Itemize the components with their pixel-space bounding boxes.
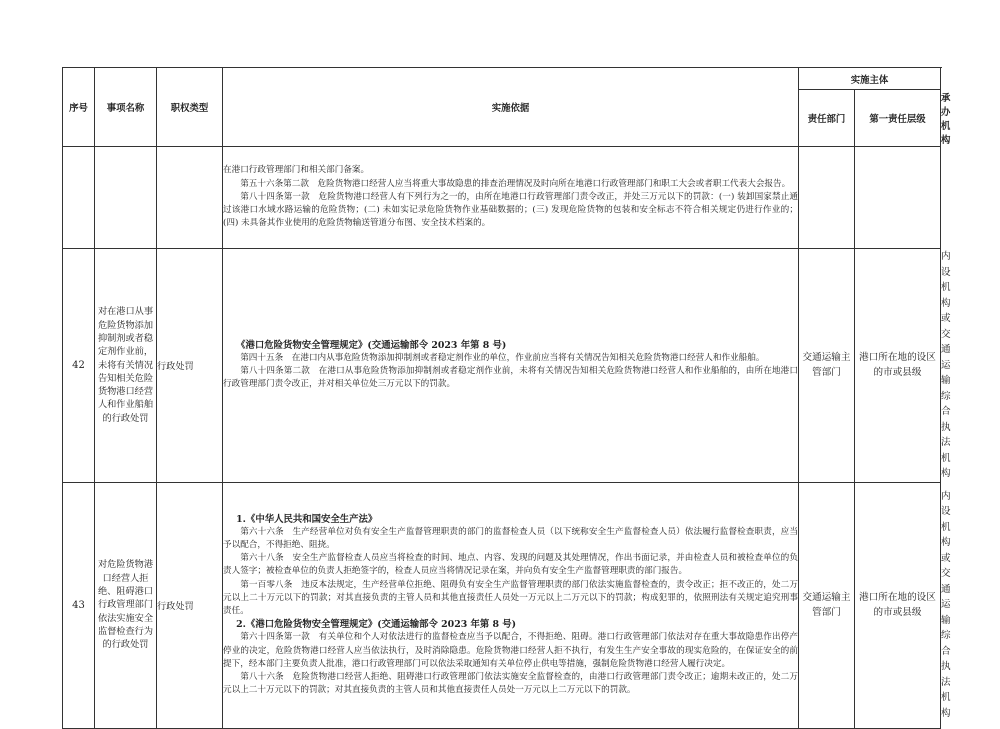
authority-type: 行政处罚 bbox=[157, 482, 223, 728]
header-basis: 实施依据 bbox=[223, 68, 799, 147]
basis-cell bbox=[223, 249, 799, 483]
table-row bbox=[63, 482, 941, 728]
basis-paragraph: 第八十四条第一款 危险货物港口经营人有下列行为之一的，由所在地港口行政管理部门责令改正，并处三万元以下的罚款：(一) 装卸国家禁止通过该港口水域水路运输的危险货物；(二) 未如实记录危险货物作业基础数据的；(三) 发现危险货物的包装和安全标志不符合相关规定仍进行作业的；(四) 未具备其作业使用的危险货物输送管道分布图、安全技术档案的。 bbox=[223, 191, 798, 231]
responsible-dept: 交通运输主管部门 bbox=[799, 249, 855, 483]
first-level: 港口所在地的设区的市或县级 bbox=[855, 249, 941, 483]
first-level: 港口所在地的设区的市或县级 bbox=[855, 482, 941, 728]
row-number: 43 bbox=[63, 482, 95, 728]
basis-paragraph: 第八十六条 危险货物港口经营人拒绝、阻碍港口行政管理部门依法实施安全监督检查的，由港口行政管理部门责令改正；逾期未改正的，处二万元以上二十万元以下的罚款；对其直接负责的主管人员和其他直接责任人员处一万元以上二万元以下的罚款。 bbox=[223, 671, 798, 697]
authority-table bbox=[62, 67, 941, 729]
cell-name bbox=[95, 147, 157, 249]
basis-paragraph: 第四十五条 在港口内从事危险货物添加抑制剂或者稳定剂作业的单位，作业前应当将有关情况告知相关危险货物港口经营人和作业船舶。 bbox=[223, 352, 798, 365]
cell-type bbox=[157, 147, 223, 249]
row-number: 42 bbox=[63, 249, 95, 483]
item-name: 对危险货物港口经营人拒绝、阻碍港口行政管理部门依法实施安全监督检查行为的行政处罚 bbox=[95, 482, 157, 728]
basis-cell bbox=[223, 147, 799, 249]
item-name: 对在港口从事危险货物添加抑制剂或者稳定剂作业前，未将有关情况告知相关危险货物港口经营人和作业船舶的行政处罚 bbox=[95, 249, 157, 483]
header-dept: 责任部门 bbox=[799, 90, 855, 147]
basis-paragraph: 第六十八条 安全生产监督检查人员应当将检查的时间、地点、内容、发现的问题及其处理情况，作出书面记录，并由检查人员和被检查单位的负责人签字；被检查单位的负责人拒绝签字的，检查人员应当将情况记录在案，并向负有安全生产监督管理职责的部门报告。 bbox=[223, 552, 798, 578]
law-title: 《港口危险货物安全管理规定》(交通运输部令 2023 年第 8 号) bbox=[223, 339, 798, 352]
header-type: 职权类型 bbox=[157, 68, 223, 147]
header-name: 事项名称 bbox=[95, 68, 157, 147]
header-no: 序号 bbox=[63, 68, 95, 147]
header-level: 第一责任层级 bbox=[855, 90, 941, 147]
cell-dept bbox=[799, 147, 855, 249]
basis-paragraph: 第一百零八条 违反本法规定，生产经营单位拒绝、阻碍负有安全生产监督管理职责的部门依法实施监督检查的，责令改正；拒不改正的，处二万元以上二十万元以下的罚款；对其直接负责的主管人员和其他直接责任人员处一万元以上二万元以下的罚款；构成犯罪的，依照刑法有关规定追究刑事责任。 bbox=[223, 579, 798, 619]
law-title: 2.《港口危险货物安全管理规定》(交通运输部令 2023 年第 8 号) bbox=[223, 618, 798, 631]
authority-type: 行政处罚 bbox=[157, 249, 223, 483]
cell-no bbox=[63, 147, 95, 249]
basis-cell bbox=[223, 482, 799, 728]
table-row-continued bbox=[63, 147, 941, 249]
basis-paragraph: 第六十四条第一款 有关单位和个人对依法进行的监督检查应当予以配合，不得拒绝、阻碍。港口行政管理部门依法对存在重大事故隐患作出停产停业的决定，危险货物港口经营人应当依法执行，及时消除隐患。危险货物港口经营人拒不执行，有发生生产安全事故的现实危险的，在保证安全的前提下，经本部门主要负责人批准，港口行政管理部门可以依法采取通知有关单位停止供电等措施，强制危险货物港口经营人履行决定。 bbox=[223, 631, 798, 671]
header-subject: 实施主体 bbox=[799, 68, 941, 90]
basis-paragraph: 在港口行政管理部门和相关部门备案。 bbox=[223, 164, 798, 177]
basis-paragraph: 第八十四条第二款 在港口从事危险货物添加抑制剂或者稳定剂作业前，未将有关情况告知相关危险货物港口经营人和作业船舶的，由所在地港口行政管理部门责令改正，并对相关单位处三万元以下的罚款。 bbox=[223, 365, 798, 391]
basis-paragraph: 第六十六条 生产经营单位对负有安全生产监督管理职责的部门的监督检查人员（以下统称安全生产监督检查人员）依法履行监督检查职责，应当予以配合，不得拒绝、阻挠。 bbox=[223, 526, 798, 552]
responsible-dept: 交通运输主管部门 bbox=[799, 482, 855, 728]
table-row bbox=[63, 249, 941, 483]
law-title: 1.《中华人民共和国安全生产法》 bbox=[223, 513, 798, 526]
basis-paragraph: 第五十六条第二款 危险货物港口经营人应当将重大事故隐患的排查治理情况及时向所在地港口行政管理部门和职工大会或者职工代表大会报告。 bbox=[223, 178, 798, 191]
cell-level bbox=[855, 147, 941, 249]
